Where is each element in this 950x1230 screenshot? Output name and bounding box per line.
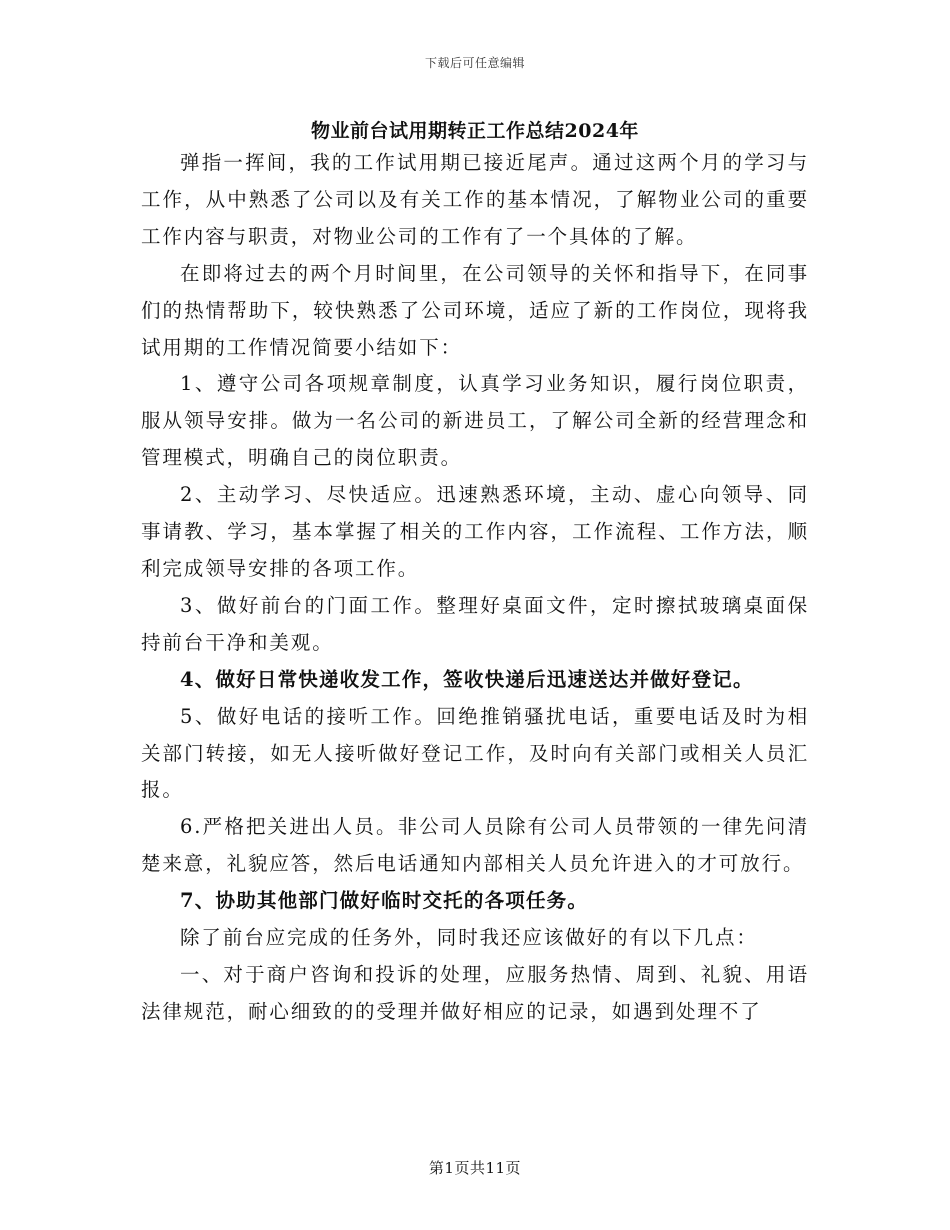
paragraph-item-6: 6.严格把关进出人员。非公司人员除有公司人员带领的一律先问清楚来意，礼貌应答，然后电话通知内部相关人员允许进入的才可放行。	[141, 815, 809, 876]
paragraph-intro: 弹指一挥间，我的工作试用期已接近尾声。通过这两个月的学习与工作，从中熟悉了公司以及有关工作的基本情况，了解物业公司的重要工作内容与职责，对物业公司的工作有了一个具体的了解。	[141, 151, 809, 248]
paragraph-additional-intro: 除了前台应完成的任务外，同时我还应该做好的有以下几点：	[180, 926, 758, 950]
paragraph-item-1: 1、遵守公司各项规章制度，认真学习业务知识，履行岗位职责，服从领导安排。做为一名公司的新进员工，了解公司全新的经营理念和管理模式，明确自己的岗位职责。	[141, 372, 809, 470]
paragraph-item-7: 7、协助其他部门做好临时交托的各项任务。	[180, 889, 589, 913]
paragraph-item-5: 5、做好电话的接听工作。回绝推销骚扰电话，重要电话及时为相关部门转接，如无人接听做好登记工作，及时向有关部门或相关人员汇报。	[141, 704, 809, 802]
document-body	[141, 145, 809, 1031]
paragraph-item-4: 4、做好日常快递收发工作，签收快递后迅速送达并做好登记。	[180, 667, 754, 691]
paragraph-overview: 在即将过去的两个月时间里，在公司领导的关怀和指导下，在同事们的热情帮助下，较快熟悉了公司环境，适应了新的工作岗位，现将我试用期的工作情况简要小结如下：	[141, 261, 809, 359]
paragraph-item-3: 3、做好前台的门面工作。整理好桌面文件，定时擦拭玻璃桌面保持前台干净和美观。	[141, 593, 809, 654]
paragraph-additional-1: 一、对于商户咨询和投诉的处理，应服务热情、周到、礼貌、用语法律规范，耐心细致的的受理并做好相应的记录，如遇到处理不了	[141, 962, 809, 1023]
paragraph-item-2: 2、主动学习、尽快适应。迅速熟悉环境，主动、虚心向领导、同事请教、学习，基本掌握了相关的工作内容，工作流程、工作方法，顺利完成领导安排的各项工作。	[141, 483, 809, 580]
page-footer: 第1页共11页	[428, 1159, 522, 1177]
header-note: 下载后可任意编辑	[424, 56, 525, 70]
document-title: 物业前台试用期转正工作总结2024年	[311, 120, 639, 142]
